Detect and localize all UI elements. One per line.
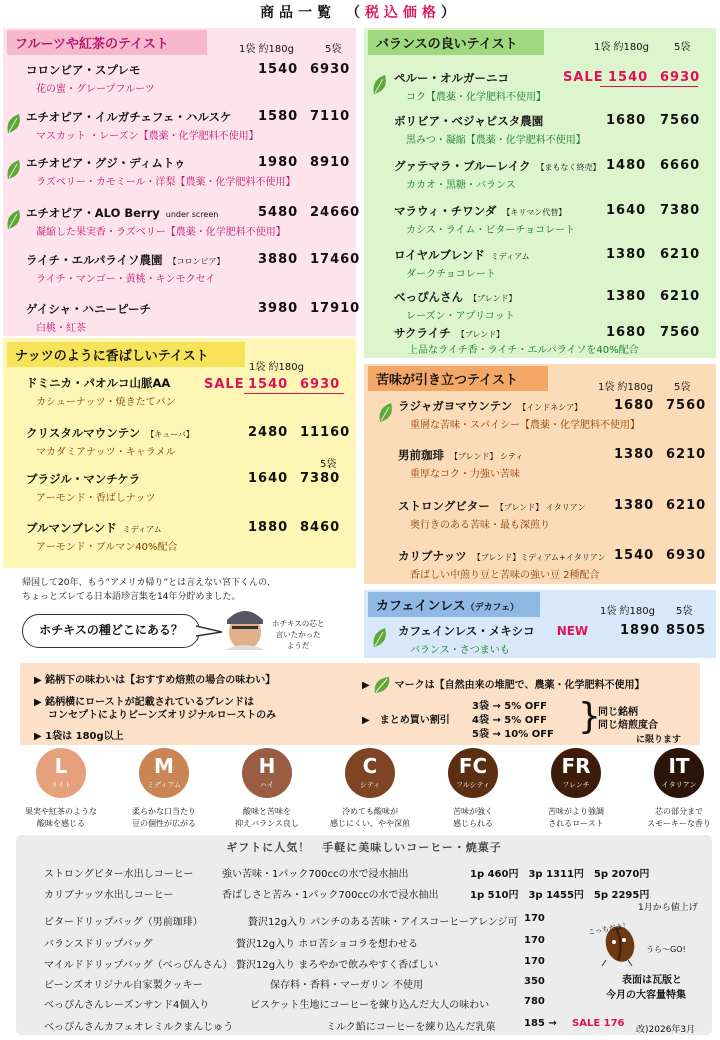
- product-name-text: カフェインレス・メキシコ: [398, 624, 535, 638]
- price-1bag: 1540: [258, 62, 299, 77]
- product-note: 【ブレンド】: [456, 330, 505, 339]
- product-name-text: ブルマンブレンド: [26, 521, 117, 535]
- product-name-text: エチオピア・ALO Berry: [26, 206, 160, 220]
- product-taste: アーモンド・香ばしナッツ: [36, 493, 156, 504]
- price-1bag: 1980: [258, 155, 299, 170]
- balance-header: バランスの良いテイスト: [368, 30, 544, 55]
- gift-name: べっぴんさんカフェオレミルクまんじゅう: [44, 1022, 234, 1033]
- product-taste: コク【農薬・化学肥料不使用】: [406, 92, 546, 103]
- roast-badge: [654, 748, 704, 798]
- price-5bag: 7380: [300, 471, 341, 486]
- gift-price: 780: [524, 996, 545, 1007]
- roast-code: L: [54, 754, 68, 778]
- price-1bag: 2480: [248, 425, 289, 440]
- back-note: 表面は瓦版と: [622, 975, 682, 986]
- product-taste: カカオ・黒糖・バランス: [406, 180, 516, 191]
- col-header-1bag: 1袋 約180g: [249, 362, 304, 373]
- note-line: コンセプトによりビーンズオリジナルローストのみ: [48, 710, 277, 721]
- bulk-label: ▶ まとめ買い割引: [362, 715, 450, 726]
- roast-description: 苦味がより強調 されるロースト: [548, 807, 604, 828]
- price-5bag: 6930: [666, 548, 707, 563]
- price-5bag: 7110: [310, 109, 351, 124]
- product-note: 【ブレンド】 シティ: [450, 452, 524, 461]
- price-5bag: 6660: [660, 158, 701, 173]
- product-name: [26, 252, 225, 268]
- gift-name: ビーンズオリジナル自家製クッキー: [44, 980, 203, 991]
- roast-code: FR: [561, 754, 591, 778]
- product-taste: 奥行きのある苦味・最も深煎り: [410, 520, 550, 531]
- intro-text: [22, 576, 276, 604]
- speech-bubble: [22, 614, 200, 648]
- col-header-5bag: 5袋: [676, 606, 693, 617]
- bitter-header: 苦味が引き立つテイスト: [368, 366, 548, 391]
- roast-badge: [139, 748, 189, 798]
- product-name-text: ロイヤルブレンド: [394, 248, 485, 262]
- product-name-text: ブラジル・マンチケラ: [26, 472, 141, 486]
- price-1bag: 1890: [620, 623, 661, 638]
- price-5bag: 8910: [310, 155, 351, 170]
- note-line: ▶ 1袋は 180g以上: [34, 731, 124, 742]
- product-name: [398, 447, 523, 463]
- product-taste: マカダミアナッツ・キャラメル: [36, 447, 176, 458]
- product-taste: バランス・さつまいも: [410, 645, 510, 656]
- sale-underline: [244, 393, 344, 394]
- price-1bag: 5480: [258, 205, 299, 220]
- product-name: [398, 498, 585, 514]
- roast-description: 冷めても酸味が 感じにくい、やや深煎: [330, 807, 410, 828]
- person-icon: [222, 602, 268, 652]
- roast-badge: [36, 748, 86, 798]
- roast-code: M: [154, 754, 174, 778]
- roast-description: 酸味と苦味を 抑えバランス良し: [235, 807, 299, 828]
- leaf-icon: [372, 627, 387, 649]
- col-header-5bag: 5袋: [325, 44, 342, 55]
- price-1bag: 1380: [606, 247, 647, 262]
- product-note: 【インドネシア】: [518, 403, 583, 412]
- product-taste: ライチ・マンゴー・黄桃・キンモクセイ: [36, 274, 216, 285]
- product-note: 【ブレンド】ミディアム+イタリアン: [472, 553, 606, 562]
- product-name-text: べっぴんさん: [394, 290, 463, 304]
- price-5bag: 7560: [666, 398, 707, 413]
- product-name-text: サクライチ: [394, 326, 451, 340]
- price-1bag: 3880: [258, 252, 299, 267]
- gift-price: 170: [524, 956, 545, 967]
- price-5bag: 7560: [660, 325, 701, 340]
- product-taste: カシューナッツ・焼きたてパン: [36, 397, 176, 408]
- gift-price: 1p 510円 3p 1455円 5p 2295円: [470, 890, 650, 901]
- product-note: 【キリマン代替】: [502, 208, 567, 217]
- product-taste: カシス・ライム・ビターチョコレート: [406, 225, 576, 236]
- product-name: [394, 289, 516, 305]
- price-1bag: 1680: [606, 113, 647, 128]
- gift-desc: 贅沢12g入り まろやかで飲みやすく香ばしい: [236, 960, 439, 971]
- product-name: [394, 247, 530, 263]
- mascot-text: うら～GO!: [646, 945, 686, 954]
- product-note: ミディアム: [122, 525, 162, 534]
- price-5bag: 8505: [666, 623, 707, 638]
- product-note: 【ブレンド】 イタリアン: [495, 503, 586, 512]
- product-name-text: カリブナッツ: [398, 549, 467, 563]
- product-name: [26, 520, 162, 536]
- fruit-header: フルーツや紅茶のテイスト: [7, 30, 207, 55]
- product-note: 【キューバ】: [146, 430, 194, 439]
- product-name: [394, 70, 509, 86]
- gift-desc: 贅沢12g入り パンチのある苦味・アイスコーヒーアレンジ可: [248, 917, 518, 928]
- gift-desc: 保存料・香料・マーガリン 不使用: [270, 980, 423, 991]
- price-5bag: 6210: [666, 447, 707, 462]
- roast-name: ライト: [50, 781, 72, 789]
- gift-price: 350: [524, 976, 545, 987]
- gift-desc: ビスケット生地にコーヒーを練り込んだ大人の味わい: [250, 1000, 490, 1011]
- product-name-text: マラウィ・チワンダ: [394, 204, 497, 218]
- product-name-text: ペルー・オルガーニコ: [394, 71, 509, 85]
- product-name: [26, 425, 194, 441]
- price-1bag: 1380: [614, 447, 655, 462]
- price-5bag: 6210: [666, 498, 707, 513]
- product-name-text: コロンビア・スプレモ: [26, 63, 141, 77]
- product-name: [394, 203, 566, 219]
- col-header-1bag: 1袋 約180g: [598, 382, 653, 393]
- price-5bag: 6210: [660, 289, 701, 304]
- col-header-5bag: 5袋: [674, 382, 691, 393]
- roast-badge: [448, 748, 498, 798]
- roast-name: フレンチ: [562, 781, 590, 789]
- col-header-1bag: 1袋 約180g: [600, 606, 655, 617]
- gift-name: バランスドリップバッグ: [44, 939, 153, 950]
- bubble-tail: [196, 624, 224, 638]
- leaf-icon: [378, 402, 393, 424]
- gift-price: 170: [524, 935, 545, 946]
- roast-badge: [345, 748, 395, 798]
- gift-desc: ミルク餡にコーヒーを練り込んだ乳菓: [326, 1022, 496, 1033]
- gift-name: カリブナッツ水出しコーヒー: [44, 890, 174, 901]
- product-name: [398, 398, 582, 414]
- product-taste: マスカット ・レーズン【農薬・化学肥料不使用】: [36, 131, 259, 142]
- price-5bag: 7560: [660, 113, 701, 128]
- price-1bag: 1680: [606, 325, 647, 340]
- intro-line: ちょっとズレてる日本語珍言集を14年分貯めました。: [22, 592, 241, 602]
- roast-code: FC: [458, 754, 488, 778]
- price-5bag: 6930: [660, 70, 701, 85]
- roast-name: フルシティ: [456, 781, 490, 789]
- gift-price: 185 →: [524, 1018, 557, 1029]
- gift-name: ストロングビター水出しコーヒー: [44, 869, 194, 880]
- price-5bag: 8460: [300, 520, 341, 535]
- price-1bag: 1540: [248, 377, 289, 392]
- gift-name: マイルドドリップバッグ（べっぴんさん）: [44, 960, 233, 971]
- page-title: 商品一覧 （税込価格）: [260, 5, 460, 21]
- bubble-text: ホチキスの種どこにある？: [39, 623, 183, 637]
- product-taste: ラズベリー・カモミール・洋梨【農薬・化学肥料不使用】: [36, 177, 296, 188]
- price-5bag: 6930: [310, 62, 351, 77]
- product-name: [26, 62, 141, 78]
- roast-description: 果実や紅茶のような 酸味を感じる: [25, 807, 97, 828]
- decaf-header: カフェインレス（デカフェ）: [368, 592, 540, 617]
- price-1bag: 1380: [614, 498, 655, 513]
- price-1bag: 1540: [608, 70, 649, 85]
- roast-name: ミディアム: [147, 781, 181, 789]
- product-taste: 重層な苦味・スパイシー【農薬・化学肥料不使用】: [410, 420, 640, 431]
- price-1bag: 1580: [258, 109, 299, 124]
- price-1bag: 1680: [614, 398, 655, 413]
- new-badge: NEW: [556, 624, 589, 638]
- product-note: 【ブレンド】: [469, 294, 517, 303]
- roast-code: C: [362, 754, 378, 778]
- product-name: [398, 623, 588, 639]
- price-note: 1月から値上げ: [638, 903, 698, 913]
- gift-desc: 強い苦味・1パック700ccの水で浸水抽出: [222, 869, 409, 880]
- product-taste: 白桃・紅茶: [36, 323, 86, 334]
- bulk-brace: }: [578, 696, 601, 737]
- product-name: [26, 155, 186, 171]
- product-taste: 花の蜜・グレープフルーツ: [36, 84, 155, 95]
- product-note: 【まもなく終売】: [536, 163, 601, 172]
- price-1bag: 1880: [248, 520, 289, 535]
- product-taste: 黒みつ・凝縮【農薬・化学肥料不使用】: [406, 135, 586, 146]
- gift-sale-price: SALE 176: [572, 1018, 625, 1029]
- product-note: under screen: [165, 210, 219, 219]
- price-1bag: 1380: [606, 289, 647, 304]
- product-name-text: ボリビア・ベジャビスタ農園: [394, 114, 544, 128]
- roast-code: H: [258, 754, 276, 778]
- product-taste: 香ばしい中煎り豆と苦味の強い豆 2種配合: [410, 570, 600, 581]
- roast-description: 芯の部分まで スモーキーな香り: [647, 807, 711, 828]
- back-note: 今月の大容量特集: [606, 990, 686, 1001]
- product-name: [26, 375, 170, 391]
- price-1bag: 3980: [258, 301, 299, 316]
- price-5bag: 7380: [660, 203, 701, 218]
- gift-price: 170: [524, 913, 545, 924]
- product-name: [26, 301, 151, 317]
- leaf-icon: [6, 113, 21, 135]
- roast-badge: [242, 748, 292, 798]
- notes-panel: [20, 663, 700, 745]
- product-taste: ダークチョコレート: [406, 269, 496, 280]
- product-name-text: ラジャガヨマウンテン: [398, 399, 513, 413]
- product-taste: 上品なライチ香・ライチ・エルパライソを40%配合: [408, 345, 639, 356]
- bulk-tier: 3袋 → 5% OFF: [472, 701, 547, 712]
- product-name: [26, 471, 140, 487]
- mascot-text: こっちだよ！: [587, 921, 631, 937]
- intro-line: 帰国して20年、もう“アメリカ帰り”とは言えない宮下くんの、: [22, 578, 276, 588]
- product-name: [394, 113, 543, 129]
- gift-header: ギフトに人気！ 手軽に美味しいコーヒー・焼菓子: [226, 841, 502, 854]
- price-5bag: 17910: [310, 301, 361, 316]
- nut-header: ナッツのように香ばしいテイスト: [7, 342, 245, 367]
- roast-name: イタリアン: [661, 781, 697, 789]
- roast-description: 苦味が強く 感じられる: [453, 807, 493, 828]
- roast-code: IT: [668, 754, 690, 778]
- price-1bag: 1640: [248, 471, 289, 486]
- leaf-note: ▶ マークは【自然由来の堆肥で、農薬・化学肥料不使用】: [362, 675, 644, 695]
- leaf-icon: [6, 159, 21, 181]
- product-note: ミディアム: [490, 252, 530, 261]
- photo-caption: ホチキスの芯と 言いたかった ようだ: [272, 619, 325, 650]
- product-name-text: クリスタルマウンテン: [26, 426, 141, 440]
- revised-date: 改)2026年3月: [636, 1025, 696, 1035]
- bulk-note: に限ります: [636, 735, 682, 745]
- col-header-5bag: 5袋: [674, 42, 691, 53]
- gift-desc: 贅沢12g入り ホロ苦ショコラを想わせる: [236, 939, 419, 950]
- price-1bag: 1640: [606, 203, 647, 218]
- product-name: [26, 109, 232, 125]
- product-name: [394, 158, 601, 174]
- product-name-text: 男前珈琲: [398, 448, 444, 462]
- gift-name: べっぴんさんレーズンサンド4個入り: [44, 1000, 210, 1011]
- roast-name: シティ: [359, 781, 381, 789]
- price-5bag: 6210: [660, 247, 701, 262]
- leaf-icon: [372, 74, 387, 96]
- product-name: [398, 548, 605, 564]
- price-5bag: 11160: [300, 425, 351, 440]
- col-header-1bag: 1袋 約180g: [239, 44, 294, 55]
- bulk-note: 同じ銘柄: [598, 707, 638, 718]
- product-name-text: ゲイシャ・ハニーピーチ: [26, 302, 152, 316]
- price-1bag: 1540: [614, 548, 655, 563]
- product-taste: 凝縮した果実香・ラズベリー【農薬・化学肥料不使用】: [36, 227, 286, 238]
- leaf-icon: [6, 209, 21, 231]
- bulk-tier: 5袋 → 10% OFF: [472, 729, 554, 740]
- product-name-text: エチオピア・イルガチェフェ・ハルスケ: [26, 110, 232, 124]
- sale-underline: [600, 86, 698, 87]
- sale-label: SALE: [563, 70, 604, 85]
- product-name: [26, 205, 218, 221]
- product-name: [394, 325, 504, 341]
- gift-price: 1p 460円 3p 1311円 5p 2070円: [470, 869, 650, 880]
- bulk-tier: 4袋 → 5% OFF: [472, 715, 547, 726]
- bulk-note: 同じ焙煎度合: [598, 720, 658, 731]
- price-5bag: 6930: [300, 377, 341, 392]
- product-taste: アーモンド・ブルマン40%配合: [36, 542, 178, 553]
- product-name-text: ドミニカ・パオルコ山脈AA: [26, 376, 171, 390]
- product-name-text: エチオピア・グジ・ディムトゥ: [26, 156, 186, 170]
- product-note: 【コロンビア】: [168, 257, 225, 266]
- col-header-1bag: 1袋 約180g: [594, 42, 649, 53]
- price-5bag: 24660: [310, 205, 361, 220]
- price-5bag: 17460: [310, 252, 361, 267]
- col-header-5bag: 5袋: [320, 459, 337, 470]
- sale-label: SALE: [204, 377, 245, 392]
- price-1bag: 1480: [606, 158, 647, 173]
- note-line: ▶ 銘柄下の味わいは【おすすめ焙煎の場合の味わい】: [34, 675, 276, 686]
- product-taste: レーズン・アプリコット: [406, 311, 515, 322]
- leaf-icon: [373, 675, 391, 695]
- product-name-text: ライチ・エルパライソ農園: [26, 253, 163, 267]
- product-name-text: グァテマラ・ブルーレイク: [394, 159, 531, 173]
- gift-name: ビタードリップバッグ（男前珈琲）: [44, 917, 203, 928]
- roast-description: 柔らかな口当たり 豆の個性が広がる: [132, 807, 196, 828]
- roast-badge: [551, 748, 601, 798]
- gift-desc: 香ばしさと苦み・1パック700ccの水で浸水抽出: [222, 890, 439, 901]
- product-taste: 重厚なコク・力強い苦味: [410, 469, 520, 480]
- note-line: ▶ 銘柄横にローストが記載されているブレンドは: [34, 697, 255, 708]
- person-photo: [222, 602, 268, 652]
- roast-name: ハイ: [260, 781, 274, 789]
- product-name-text: ストロングビター: [398, 499, 490, 513]
